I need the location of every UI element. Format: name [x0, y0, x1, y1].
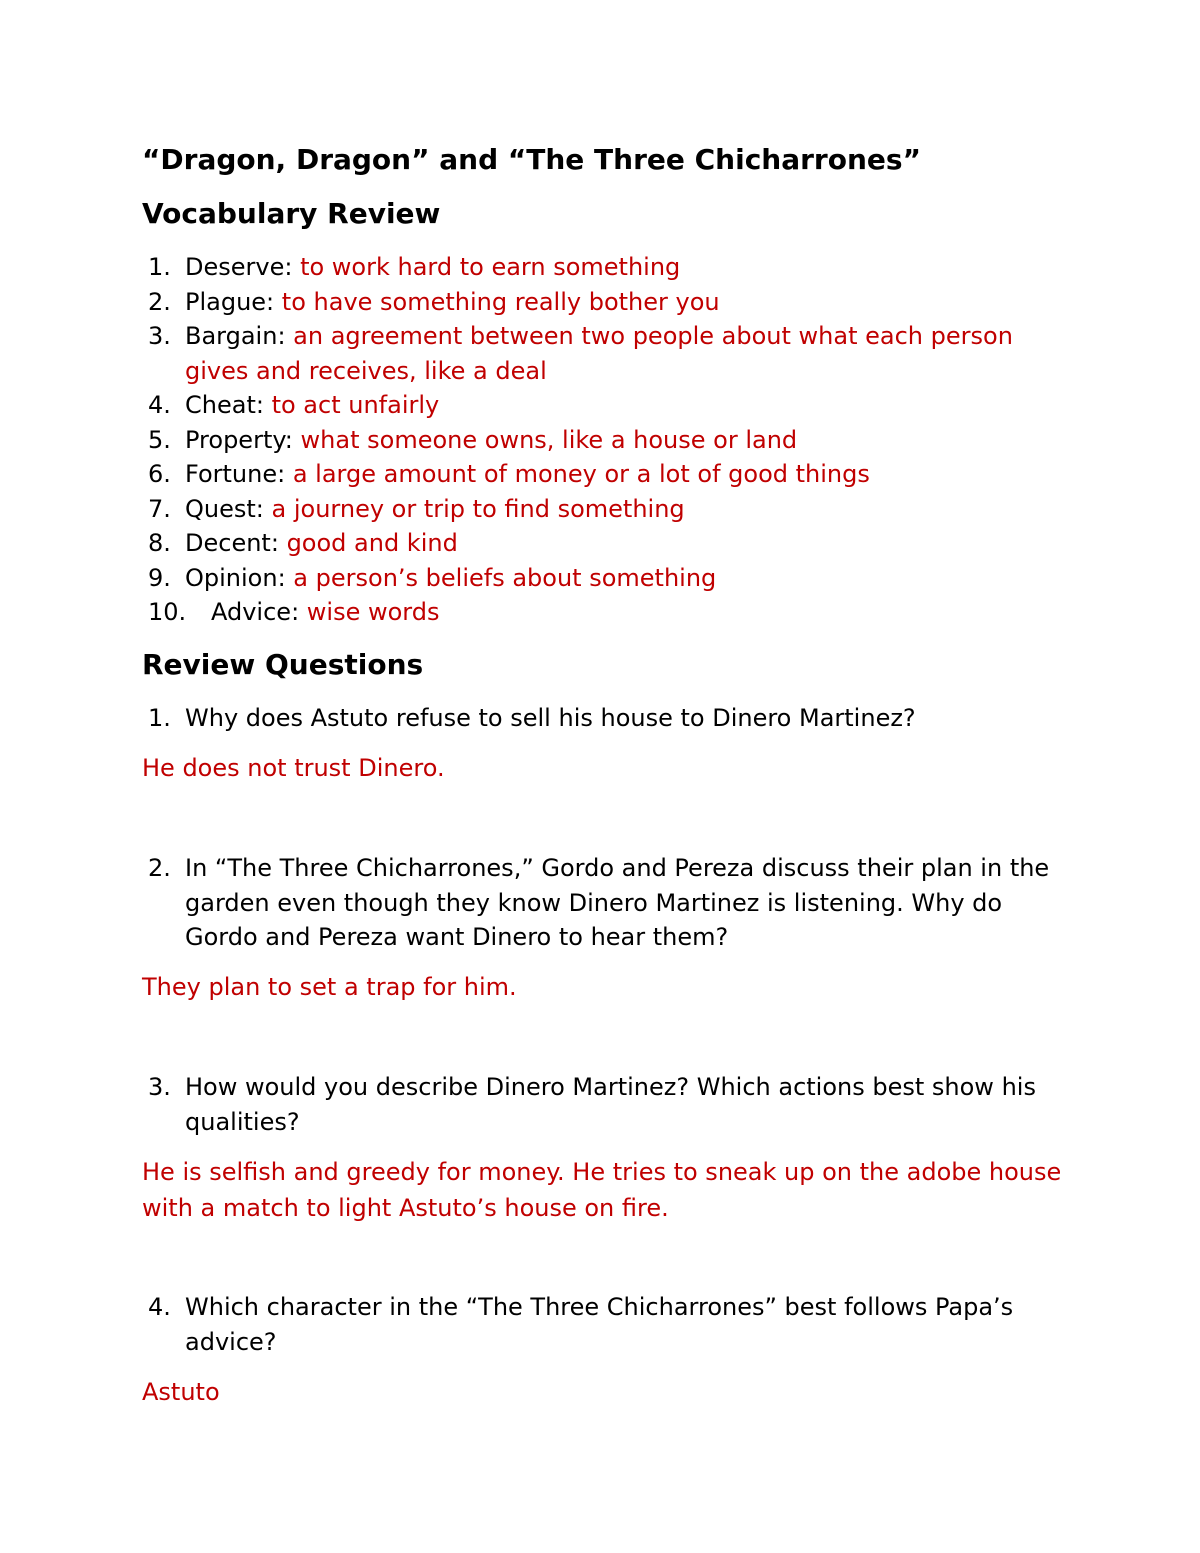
- question-number: 2.: [148, 854, 171, 882]
- review-question: [142, 851, 1062, 955]
- vocab-definition: good and kind: [286, 529, 458, 557]
- review-answer: They plan to set a trap for him.: [142, 973, 517, 1001]
- vocab-item: [142, 561, 1062, 596]
- question-number: 1.: [148, 704, 171, 732]
- review-answer: He does not trust Dinero.: [142, 754, 445, 782]
- vocab-number: 8.: [148, 529, 171, 557]
- vocab-number: 10.: [148, 598, 187, 626]
- vocab-item: [142, 457, 1062, 492]
- vocab-definition: to work hard to earn something: [300, 253, 681, 281]
- vocab-term: Plague:: [185, 287, 275, 316]
- vocab-number: 1.: [148, 253, 171, 281]
- vocab-term: Opinion:: [185, 563, 286, 592]
- vocab-item: [142, 388, 1062, 423]
- question-text: How would you describe Dinero Martinez? Which actions best show his qualities?: [185, 1073, 1036, 1136]
- review-question: [142, 701, 1062, 736]
- vocab-number: 4.: [148, 391, 171, 419]
- vocab-number: 5.: [148, 425, 171, 454]
- vocabulary-list: [142, 250, 1062, 630]
- review-answer: Astuto: [142, 1378, 220, 1406]
- question-text: Which character in the “The Three Chicharrones” best follows Papa’s advice?: [185, 1293, 1014, 1356]
- vocab-term: Deserve:: [185, 253, 293, 281]
- review-answer: He is selfish and greedy for money. He tries to sneak up on the adobe house with a match to light Astuto’s house on fire.: [142, 1158, 1062, 1222]
- question-text: Why does Astuto refuse to sell his house to Dinero Martinez?: [185, 704, 916, 732]
- vocab-item: [142, 423, 1062, 458]
- vocab-definition: a person’s beliefs about something: [293, 563, 717, 592]
- vocab-item: [142, 319, 1062, 388]
- vocab-term: Fortune:: [185, 460, 286, 488]
- vocab-definition: a large amount of money or a lot of good things: [292, 460, 870, 488]
- vocab-definition: an agreement between two people about what each person gives and receives, like a deal: [185, 322, 1013, 385]
- question-text: In “The Three Chicharrones,” Gordo and Pereza discuss their plan in the garden even though they know Dinero Martinez is listening. Why do Gordo and Pereza want Dinero to hear them?: [185, 854, 1050, 951]
- review-question: [142, 1070, 1062, 1139]
- vocab-definition: wise words: [306, 598, 440, 626]
- document-title: “Dragon, Dragon” and “The Three Chicharrones”: [142, 143, 921, 176]
- vocab-item: [142, 285, 1062, 320]
- question-number: 3.: [148, 1073, 171, 1101]
- review-questions-heading: Review Questions: [142, 648, 424, 681]
- vocab-definition: a journey or trip to find something: [271, 494, 685, 523]
- vocab-term: Cheat:: [185, 391, 264, 419]
- vocab-term: Decent:: [185, 529, 279, 557]
- vocab-item: [142, 526, 1062, 561]
- vocab-number: 3.: [148, 322, 171, 350]
- vocab-term: Quest:: [185, 494, 264, 523]
- vocab-term: Advice:: [211, 598, 300, 626]
- vocab-item: [142, 595, 1062, 630]
- vocab-number: 6.: [148, 460, 171, 488]
- vocab-number: 7.: [148, 494, 171, 523]
- vocab-term: Property:: [185, 425, 293, 454]
- vocab-number: 9.: [148, 563, 171, 592]
- vocab-item: [142, 250, 1062, 285]
- vocab-item: [142, 492, 1062, 527]
- review-question: [142, 1290, 1062, 1359]
- vocab-definition: what someone owns, like a house or land: [300, 425, 798, 454]
- vocab-definition: to have something really bother you: [281, 287, 720, 316]
- vocabulary-heading: Vocabulary Review: [142, 197, 441, 230]
- question-number: 4.: [148, 1293, 171, 1321]
- vocab-definition: to act unfairly: [271, 391, 440, 419]
- vocab-number: 2.: [148, 287, 171, 316]
- vocab-term: Bargain:: [185, 322, 286, 350]
